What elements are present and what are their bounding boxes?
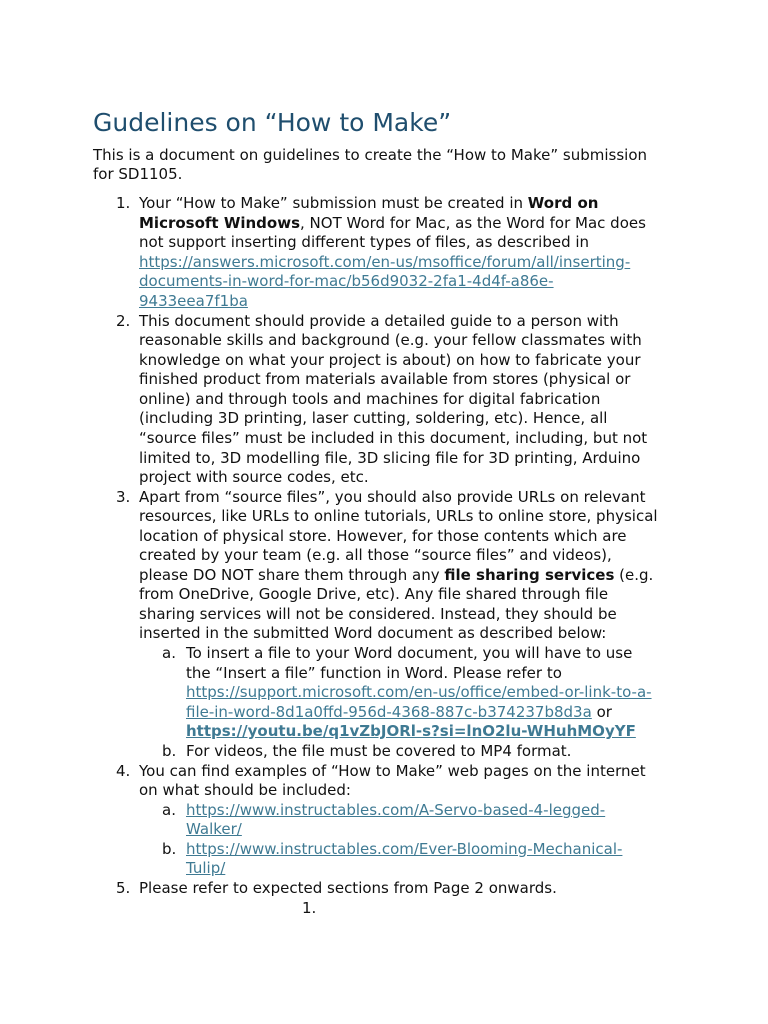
document-title: Gudelines on “How to Make”	[93, 108, 452, 137]
item-3-text: resources, like URLs to online tutorials, URLs to online store, physical	[139, 507, 658, 525]
item-2-text: knowledge on what your project is about) on how to fabricate your	[139, 351, 641, 369]
list-marker-2: 2.	[116, 312, 131, 330]
item-3a-text: the “Insert a file” function in Word. Please refer to	[186, 664, 562, 682]
item-1-text: Microsoft Windows, NOT Word for Mac, as the Word for Mac does	[139, 214, 646, 232]
item-3a-text: To insert a file to your Word document, you will have to use	[186, 644, 633, 662]
item-2-text: project with source codes, etc.	[139, 468, 369, 486]
item-2-text: finished product from materials available from stores (physical or	[139, 370, 631, 388]
instructables-walker-link[interactable]: https://www.instructables.com/A-Servo-based-4-legged-	[186, 801, 606, 819]
item-3b-text: For videos, the file must be covered to MP4 format.	[186, 742, 572, 760]
item-4-text: You can find examples of “How to Make” web pages on the internet	[139, 762, 646, 780]
answers-microsoft-link[interactable]: documents-in-word-for-mac/b56d9032-2fa1-4d4f-a86e-	[139, 272, 554, 290]
item-3a-text: file-in-word-8d1a0ffd-956d-4368-887c-b374237b8d3a or	[186, 703, 612, 721]
youtube-link[interactable]: https://youtu.be/q1vZbJORl-s?si=lnO2lu-WHuhMOyYF	[186, 722, 636, 740]
item-2-text: (including 3D printing, laser cutting, soldering, etc). Hence, all	[139, 409, 608, 427]
item-3-text: inserted in the submitted Word document as described below:	[139, 624, 607, 642]
instructables-tulip-link[interactable]: Tulip/	[186, 859, 226, 877]
sublist-marker-b: b.	[162, 840, 177, 858]
item-1-text: not support inserting different types of files, as described in	[139, 233, 590, 251]
item-2-text: online) and through tools and machines for digital fabrication	[139, 390, 601, 408]
sublist-marker-b: b.	[162, 742, 177, 760]
item-3-text: sharing services will not be considered. Instead, they should be	[139, 605, 617, 623]
answers-microsoft-link[interactable]: https://answers.microsoft.com/en-us/msoffice/forum/all/inserting-	[139, 253, 631, 271]
item-5-text: Please refer to expected sections from Page 2 onwards.	[139, 879, 557, 897]
item-2-text: limited to, 3D modelling file, 3D slicing file for 3D printing, Arduino	[139, 449, 641, 467]
item-4-text: on what should be included:	[139, 781, 351, 799]
item-3-text: location of physical store. However, for those contents which are	[139, 527, 627, 545]
instructables-tulip-link[interactable]: https://www.instructables.com/Ever-Blooming-Mechanical-	[186, 840, 623, 858]
intro-text: for SD1105.	[93, 165, 183, 183]
item-3-text: Apart from “source files”, you should also provide URLs on relevant	[139, 488, 646, 506]
item-2-text: reasonable skills and background (e.g. your fellow classmates with	[139, 331, 642, 349]
list-marker-1: 1.	[116, 194, 131, 212]
list-marker-4: 4.	[116, 762, 131, 780]
support-microsoft-link[interactable]: file-in-word-8d1a0ffd-956d-4368-887c-b374237b8d3a	[186, 703, 592, 721]
list-marker-5: 5.	[116, 879, 131, 897]
page-number: 1.	[302, 899, 317, 917]
item-2-text: “source files” must be included in this document, including, but not	[139, 429, 648, 447]
intro-text: This is a document on guidelines to create the “How to Make” submission	[93, 146, 648, 164]
item-3-text: please DO NOT share them through any file sharing services (e.g.	[139, 566, 654, 584]
item-3-text: created by your team (e.g. all those “source files” and videos),	[139, 546, 612, 564]
item-2-text: This document should provide a detailed guide to a person with	[139, 312, 619, 330]
sublist-marker-a: a.	[162, 801, 176, 819]
sublist-marker-a: a.	[162, 644, 176, 662]
answers-microsoft-link[interactable]: 9433eea7f1ba	[139, 292, 248, 310]
item-1-text: Your “How to Make” submission must be created in Word on	[139, 194, 599, 212]
instructables-walker-link[interactable]: Walker/	[186, 820, 242, 838]
item-3-text: from OneDrive, Google Drive, etc). Any file shared through file	[139, 585, 609, 603]
support-microsoft-link[interactable]: https://support.microsoft.com/en-us/office/embed-or-link-to-a-	[186, 683, 652, 701]
list-marker-3: 3.	[116, 488, 131, 506]
